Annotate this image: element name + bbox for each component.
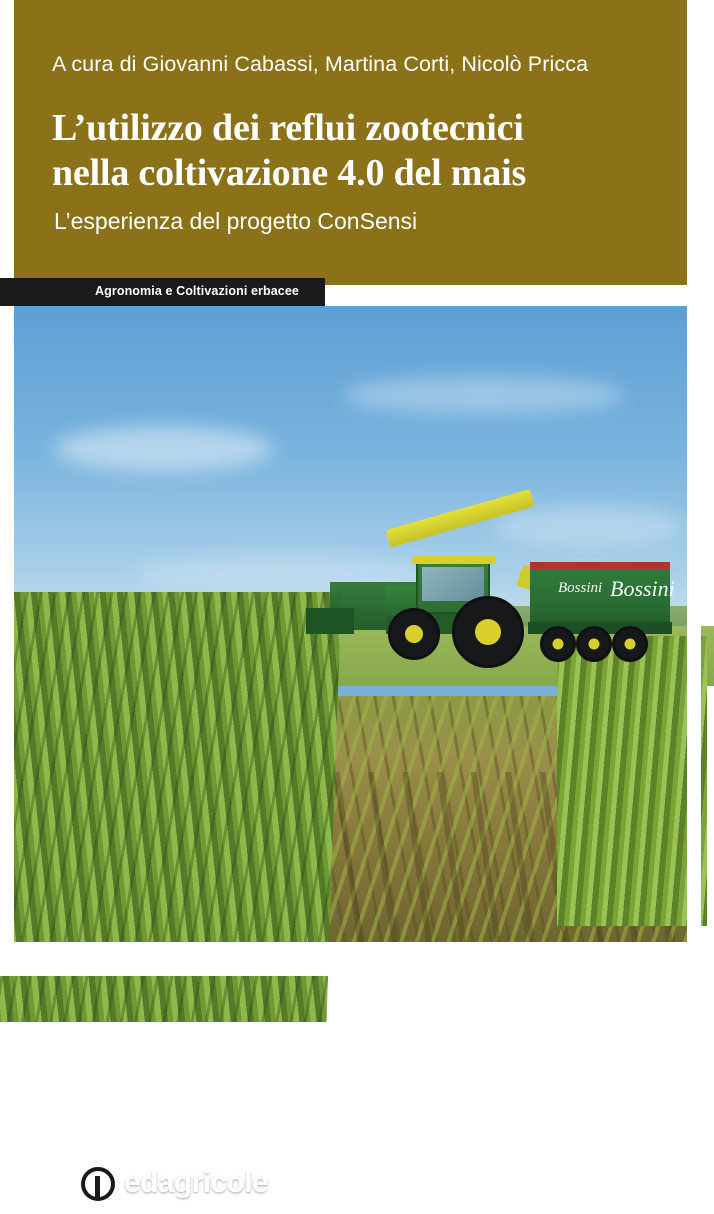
bottom-margin xyxy=(0,942,701,976)
trailer-brand-text-small: Bossini xyxy=(558,580,603,596)
page-title xyxy=(52,106,672,196)
tractor-and-trailer xyxy=(380,534,680,734)
cover-photo xyxy=(14,306,687,1199)
trailer-wheel xyxy=(612,626,648,662)
tractor-rear-wheel xyxy=(452,596,524,668)
cloud xyxy=(344,376,624,414)
circle-drop-logo-icon xyxy=(76,1162,120,1206)
series-label: Agronomia e Coltivazioni erbacee xyxy=(95,284,299,298)
title-line-2: nella coltivazione 4.0 del mais xyxy=(52,152,527,194)
trailer-wheel xyxy=(576,626,612,662)
subtitle: L’esperienza del progetto ConSensi xyxy=(54,208,418,234)
publisher-logo xyxy=(76,1162,336,1214)
forage-harvester-header xyxy=(306,608,354,634)
trailer-brand-text: Bossini xyxy=(610,576,675,601)
tractor-front-wheel xyxy=(388,608,440,660)
title-line-1: L’utilizzo dei reflui zootecnici xyxy=(52,107,524,149)
editors-line: A cura di Giovanni Cabassi, Martina Corti, Nicolò Pricca xyxy=(52,52,589,76)
right-margin xyxy=(687,0,701,976)
cloud xyxy=(54,426,274,472)
left-margin xyxy=(0,306,14,942)
publisher-name: edagricole xyxy=(124,1166,269,1199)
trailer-wheel xyxy=(540,626,576,662)
tractor-cab-glass xyxy=(422,567,484,601)
tractor-cab-roof xyxy=(412,556,496,564)
